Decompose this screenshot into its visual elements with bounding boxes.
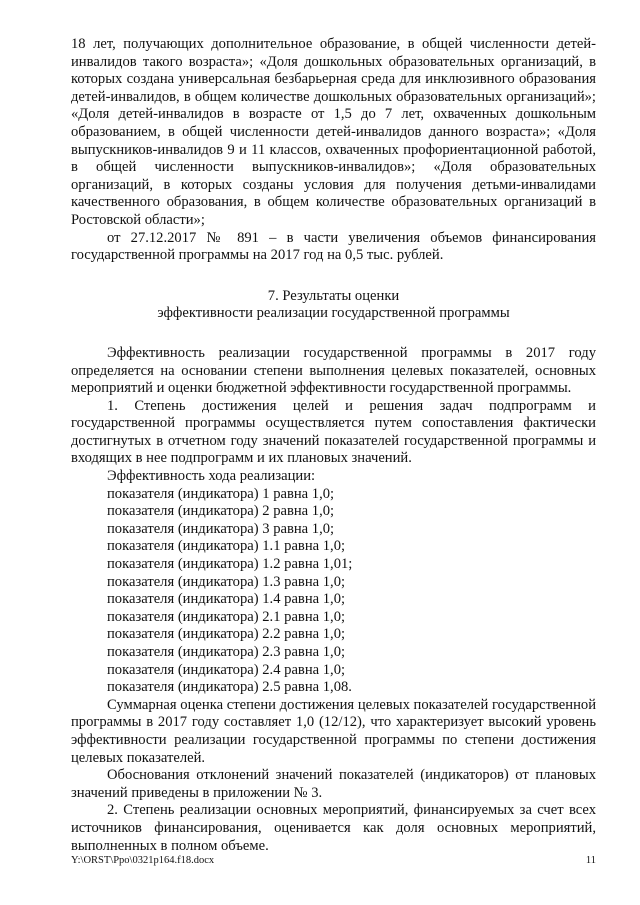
paragraph-decree-891: от 27.12.2017 № 891 – в части увеличения объемов финансирования государственной программы на 2017 год на 0,5 тыс. рублей.: [71, 229, 596, 264]
list-intro: Эффективность хода реализации:: [107, 468, 316, 485]
page-footer: [71, 855, 596, 866]
paragraph-goal-achievement: 1. Степень достижения целей и решения задач подпрограмм и государственной программы осуществляется путем сопоставления фактически достигнутых в отчетном году значений показателей государственной программы и входящих в нее подпрограмм и их плановых значений.: [71, 397, 596, 467]
list-item: показателя (индикатора) 1.1 равна 1,0;: [107, 538, 346, 555]
list-item: показателя (индикатора) 1.4 равна 1,0;: [107, 591, 346, 608]
list-item: показателя (индикатора) 3 равна 1,0;: [107, 520, 335, 537]
list-item: показателя (индикатора) 2.3 равна 1,0;: [107, 644, 346, 660]
list-item: показателя (индикатора) 2.4 равна 1,0;: [107, 661, 346, 678]
document-page: [71, 36, 596, 855]
section-heading-line1: 7. Результаты оценки: [267, 287, 400, 304]
list-item: показателя (индикатора) 2.2 равна 1,0;: [107, 626, 346, 643]
section-heading-line2: эффективности реализации государственной программы: [157, 305, 510, 322]
paragraph-effectiveness-intro: Эффективность реализации государственной программы в 2017 году определяется на основании степени выполнения целевых показателей, основных мероприятий и оценки бюджетной эффективности государственной программы.: [71, 344, 596, 397]
footer-file-path: Y:\ORST\Ppo\0321p164.f18.docx: [71, 855, 215, 866]
paragraph-main-activities: 2. Степень реализации основных мероприятий, финансируемых за счет всех источников финансирования, оценивается как доля основных мероприятий, выполненных в полном объеме.: [71, 802, 596, 854]
indicator-list: [71, 486, 596, 697]
list-item: показателя (индикатора) 2.5 равна 1,08.: [107, 679, 352, 696]
paragraph-summary-score: Суммарная оценка степени достижения целевых показателей государственной программы в 2017 году составляет 1,0 (12/12), что характеризует высокий уровень эффективности реализации государственной программы по степени достижения целевых показателей.: [71, 696, 596, 766]
section-heading: [71, 288, 596, 323]
list-item: показателя (индикатора) 1.2 равна 1,01;: [107, 556, 353, 573]
paragraph-deviation-reasons: Обоснования отклонений значений показателей (индикаторов) от плановых значений приведены в приложении № 3.: [71, 767, 596, 801]
list-item: показателя (индикатора) 1.3 равна 1,0;: [107, 573, 346, 590]
list-item: показателя (индикатора) 2 равна 1,0;: [107, 503, 335, 520]
list-item: показателя (индикатора) 1 равна 1,0;: [107, 485, 335, 502]
paragraph-indicators-continuation: 18 лет, получающих дополнительное образование, в общей численности детей-инвалидов такого возраста»; «Доля дошкольных образовательных организаций, в которых создана универсальная безбарьерная среда для инклюзивного образования детей-инвалидов, в общем количестве дошкольных образовательных организаций»; «Доля детей-инвалидов в возрасте от 1,5 до 7 лет, охваченных дошкольным образованием, в общей численности детей-инвалидов данного возраста»; «Доля выпускников-инвалидов 9 и 11 классов, охваченных профориентационной работой, в общей численности выпускников-инвалидов»; «Доля образовательных организаций, в которых созданы условия для получения детьми-инвалидами качественного образования, в общем количестве образовательных организаций в Ростовской области»;: [71, 36, 596, 228]
list-item: показателя (индикатора) 2.1 равна 1,0;: [107, 608, 346, 625]
page-number: 11: [585, 855, 596, 866]
